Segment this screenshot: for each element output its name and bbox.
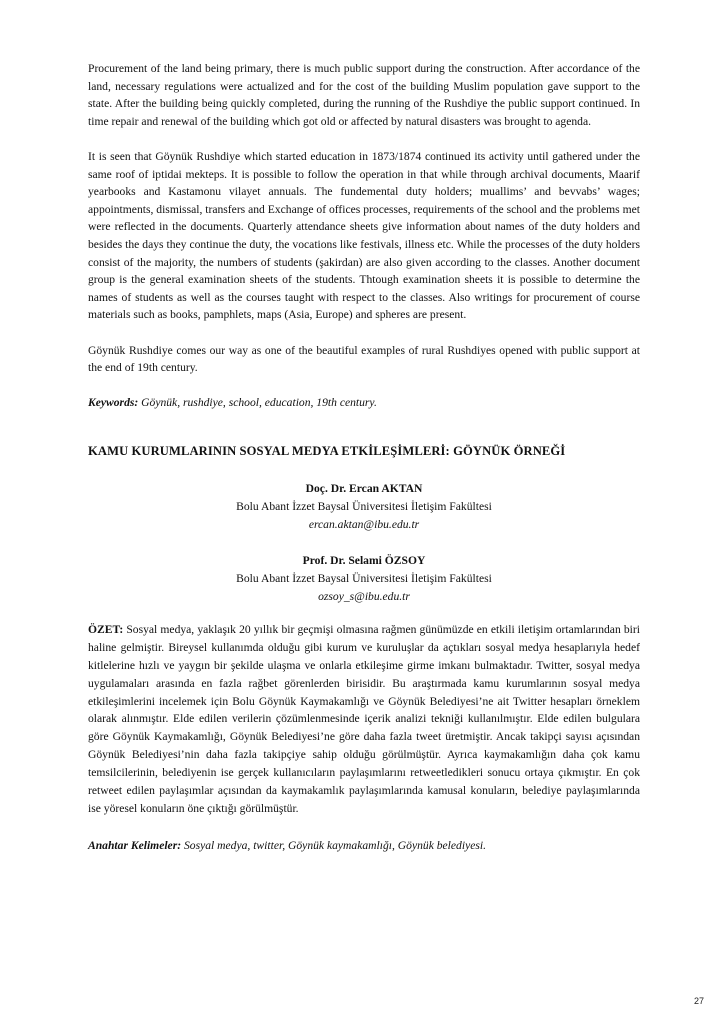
author-block-2 — [88, 552, 640, 606]
ozet-text: Sosyal medya, yaklaşık 20 yıllık bir geçmişi olmasına rağmen günümüzde en etkili iletişim ortamlarından biri haline gelmiştir. Bireysel kullanımda olduğu gibi kurum ve kuruluşlar da açtıkları sosyal medya hesaplarıyla hedef kitlelerine hızlı ve yaygın bir şekilde ulaşma ve onlarla etkileşime girme imkanı bulmaktadır. Twitter, sosyal medya uygulamaları arasında en fazla rağbet görenlerden birisidir. Bu araştırmada kamu kurumlarının sosyal medya etkileşimlerini incelemek için Bolu Göynük Kaymakamlığı ve Göynük Belediyesi’ne ait Twitter hesapları örneklem olarak alınmıştır. Elde edilen verilerin çözümlenmesinde içerik analizi tekniği kullanılmıştır. Elde edilen bulgulara göre Göynük Kaymakamlığı, Göynük Belediyesi’ne göre daha fazla tweet üretmiştir. Ancak takipçi sayısı açısından Göynük Belediyesi’nin daha fazla takipçiye sahip olduğu görülmüştür. Ayrıca kaymakamlığın daha çok kamu temsilcilerinin, belediyenin ise gerçek kullanıcıların paylaşımlarını retweetledikleri sonucu ortaya çıkmıştır. En çok retweet edilen paylaşımlar açısından da kaymakamlık paylaşımlarında kamusal konuların, belediye paylaşımlarında ise yöresel konuların öne çıktığı görülmüştür. — [88, 622, 640, 815]
author-email: ercan.aktan@ibu.edu.tr — [308, 517, 420, 531]
author-email: ozsoy_s@ibu.edu.tr — [318, 589, 410, 603]
page-number: 27 — [693, 996, 704, 1006]
paragraph-spacer — [88, 324, 640, 342]
abstract-en-paragraph-2: It is seen that Göynük Rushdiye which started education in 1873/1874 continued its activity until gathered under the same roof of iptidai mekteps. It is possible to follow the operation in that while through archival documents, Maarif yearbooks and Kastamonu vilayet annuals. The fundemental duty holders; muallims’ and bevvabs’ wages; appointments, dismissal, transfers and Exchange of offices processes, requirements of the school and the problems met were reflected in the documents. Quarterly attendance sheets give information about names of the duty holders and besides the days they continue the duty, the vocations like festivals, illness etc. While the processes of the duty holders consist of the majority, the numbers of students (şakirdan) are also given according to the classes. Another document group is the general examination sheets of the students. Thtough examination sheets it is possible to determine the names of students as well as the courses taught with respect to the classes. Also writings for procurement of course materials such as books, pamphlets, maps (Asia, Europe) and spheres are present. — [88, 149, 640, 322]
paragraph-spacer — [88, 130, 640, 148]
anahtar-kelimeler-line — [88, 837, 640, 855]
keywords-line — [88, 394, 640, 412]
page-content — [88, 60, 640, 854]
paragraph-spacer — [88, 377, 640, 395]
ozet-label: ÖZET: — [88, 622, 124, 636]
keywords-label: Keywords: — [88, 396, 139, 410]
author-block-1 — [88, 480, 640, 534]
author-affiliation: Bolu Abant İzzet Baysal Üniversitesi İletişim Fakültesi — [236, 571, 492, 585]
author-name: Prof. Dr. Selami ÖZSOY — [302, 553, 426, 567]
anahtar-kelimeler-label: Anahtar Kelimeler: — [88, 838, 182, 852]
author-affiliation: Bolu Abant İzzet Baysal Üniversitesi İletişim Fakültesi — [236, 499, 492, 513]
author-name: Doç. Dr. Ercan AKTAN — [305, 481, 423, 495]
abstract-en-paragraph-1: Procurement of the land being primary, there is much public support during the construction. After accordance of the land, necessary regulations were actualized and for the cost of the building Muslim population gave support to the state. After the building being quickly completed, during the running of the Rushdiye the public support continued. In time repair and renewal of the building which got old or affected by natural disasters was brought to agenda. — [88, 62, 640, 128]
paper-title: KAMU KURUMLARININ SOSYAL MEDYA ETKİLEŞİMLERİ: GÖYNÜK ÖRNEĞİ — [88, 443, 566, 458]
anahtar-kelimeler-text: Sosyal medya, twitter, Göynük kaymakamlığı, Göynük belediyesi. — [181, 838, 486, 852]
ozet-paragraph — [88, 621, 640, 818]
keywords-text: Göynük, rushdiye, school, education, 19th century. — [138, 396, 377, 410]
abstract-en-paragraph-3: Göynük Rushdiye comes our way as one of the beautiful examples of rural Rushdiyes opened with public support at the end of 19th century. — [88, 343, 640, 375]
